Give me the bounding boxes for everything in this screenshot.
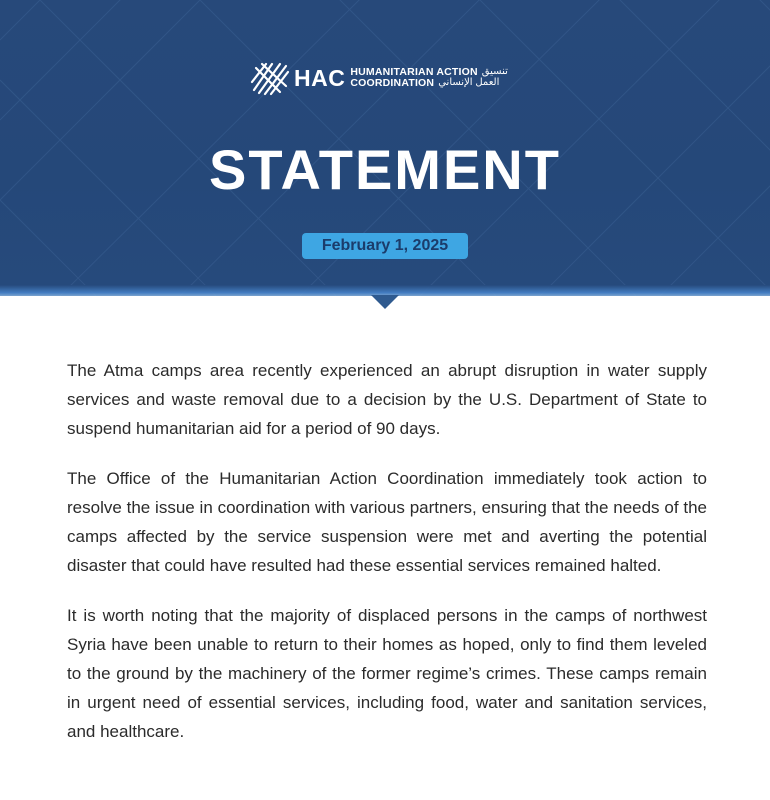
hac-logo [250,60,508,96]
logo-text-block [350,67,508,89]
paragraph-2: The Office of the Humanitarian Action Coordination immediately took action to resolve the issue in coordination with various partners, ensuring that the needs of the camps affected by the service suspension were met and averting the potential disaster that could have resulted had these essential services remained halted. [67,469,707,575]
hac-logo-mark-icon [250,60,290,96]
date-badge: February 1, 2025 [302,233,468,259]
paragraph-1: The Atma camps area recently experienced an abrupt disruption in water supply services and waste removal due to a decision by the U.S. Department of State to suspend humanitarian aid for a period of 90 days. [67,361,707,438]
statement-body [67,356,707,767]
logo-arabic-line2: العمل الإنساني [438,77,500,89]
logo-name-line1: HUMANITARIAN ACTION [350,65,478,78]
logo-arabic-line1: تنسيق [481,66,508,78]
page-title: STATEMENT [209,138,561,201]
logo-name-line2: COORDINATION [350,77,435,89]
header-banner [0,0,770,296]
logo-abbreviation: HAC [294,64,346,91]
paragraph-3: It is worth noting that the majority of displaced persons in the camps of northwest Syria have been unable to return to their homes as hoped, only to find them leveled to the ground by the machinery of the former regime’s crimes. These camps remain in urgent need of essential services, including food, water and sanitation services, and healthcare. [67,606,707,741]
header-notch [371,295,399,309]
